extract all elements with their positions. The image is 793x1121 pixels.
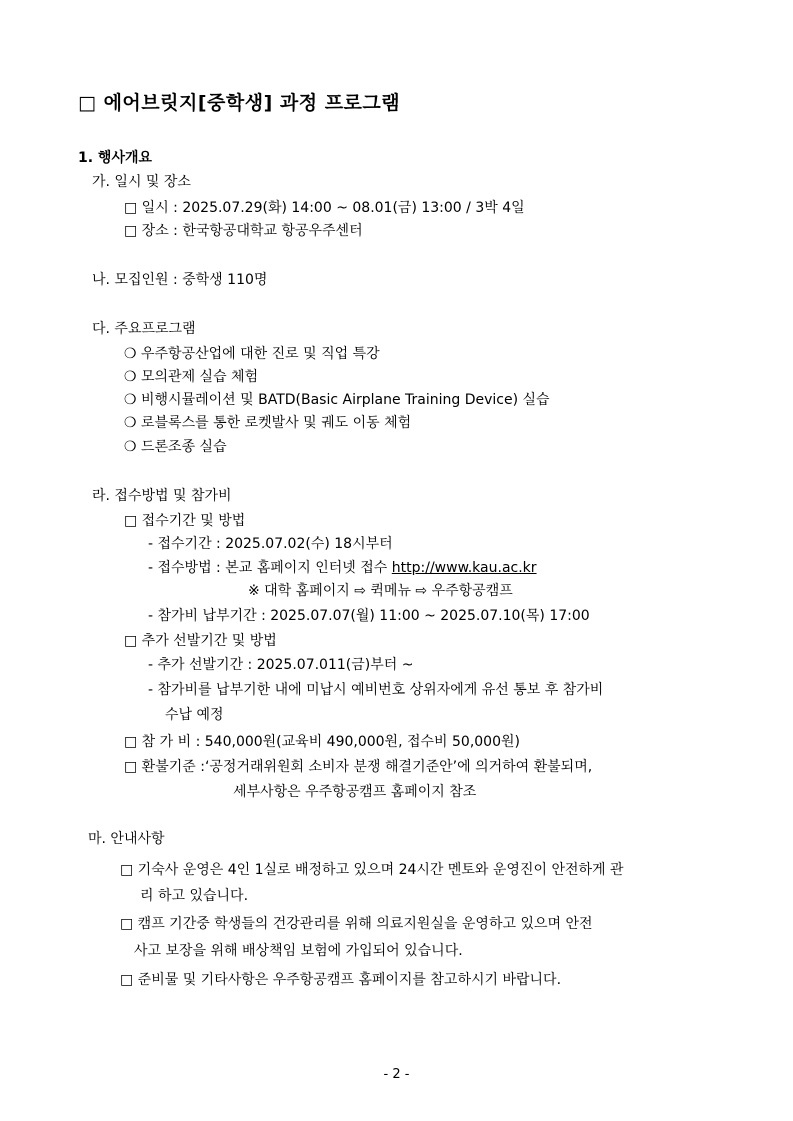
section-heading-overview: 1. 행사개요 <box>78 150 153 166</box>
subheading-programs: 다. 주요프로그램 <box>92 321 196 337</box>
registration-period-heading: □ 접수기간 및 방법 <box>124 513 246 529</box>
notice-dormitory: □ 기숙사 운영은 4인 1실로 배정하고 있으며 24시간 멘토와 운영진이 안전하게 관 <box>120 862 624 878</box>
notice-health-cont: 사고 보장을 위해 배상책임 보험에 가입되어 있습니다. <box>134 943 463 959</box>
registration-method-text: - 접수방법 : 본교 홈페이지 인터넷 접수 <box>148 560 392 576</box>
place-line: □ 장소 : 한국항공대학교 항공우주센터 <box>124 223 363 239</box>
subheading-registration: 라. 접수방법 및 참가비 <box>92 488 232 504</box>
notice-health: □ 캠프 기간중 학생들의 건강관리를 위해 의료지원실을 운영하고 있으며 안전 <box>120 916 593 932</box>
registration-method <box>148 559 537 577</box>
subheading-date-place: 가. 일시 및 장소 <box>92 174 191 190</box>
page-title: □ 에어브릿지[중학생] 과정 프로그램 <box>78 92 401 114</box>
page-number: - 2 - <box>383 1067 410 1082</box>
subheading-recruitment: 나. 모집인원 : 중학생 110명 <box>92 272 268 288</box>
university-homepage-link[interactable]: http://www.kau.ac.kr <box>391 560 537 576</box>
homepage-navigation-note: ※ 대학 홈페이지 ⇨ 퀵메뉴 ⇨ 우주항공캠프 <box>248 583 513 599</box>
extra-selection-method: - 참가비를 납부기한 내에 미납시 예비번호 상위자에게 유선 통보 후 참가비 <box>148 682 604 698</box>
extra-selection-period: - 추가 선발기간 : 2025.07.011(금)부터 ~ <box>148 657 414 673</box>
payment-period: - 참가비 납부기간 : 2025.07.07(월) 11:00 ~ 2025.07.10(목) 17:00 <box>148 608 590 624</box>
registration-period: - 접수기간 : 2025.07.02(수) 18시부터 <box>148 536 393 552</box>
program-item: ❍ 모의관제 실습 체험 <box>124 369 259 385</box>
subheading-notices: 마. 안내사항 <box>88 831 165 847</box>
extra-selection-method-cont: 수납 예정 <box>165 707 224 723</box>
program-item: ❍ 로블록스를 통한 로켓발사 및 궤도 이동 체험 <box>124 415 412 431</box>
date-line: □ 일시 : 2025.07.29(화) 14:00 ~ 08.01(금) 13:00 / 3박 4일 <box>124 200 525 216</box>
refund-policy: □ 환불기준 :‘공정거래위원회 소비자 분쟁 해결기준안’에 의거하여 환불되며, <box>124 759 593 775</box>
notice-preparation: □ 준비물 및 기타사항은 우주항공캠프 홈페이지를 참고하시기 바랍니다. <box>120 972 562 988</box>
program-item: ❍ 비행시뮬레이션 및 BATD(Basic Airplane Training Device) 실습 <box>124 392 550 408</box>
extra-selection-heading: □ 추가 선발기간 및 방법 <box>124 633 277 649</box>
program-item: ❍ 드론조종 실습 <box>124 439 227 455</box>
program-item: ❍ 우주항공산업에 대한 진로 및 직업 특강 <box>124 346 380 362</box>
notice-dormitory-cont: 리 하고 있습니다. <box>140 888 249 904</box>
participation-fee: □ 참 가 비 : 540,000원(교육비 490,000원, 접수비 50,000원) <box>124 734 520 750</box>
refund-policy-cont: 세부사항은 우주항공캠프 홈페이지 참조 <box>233 784 477 800</box>
